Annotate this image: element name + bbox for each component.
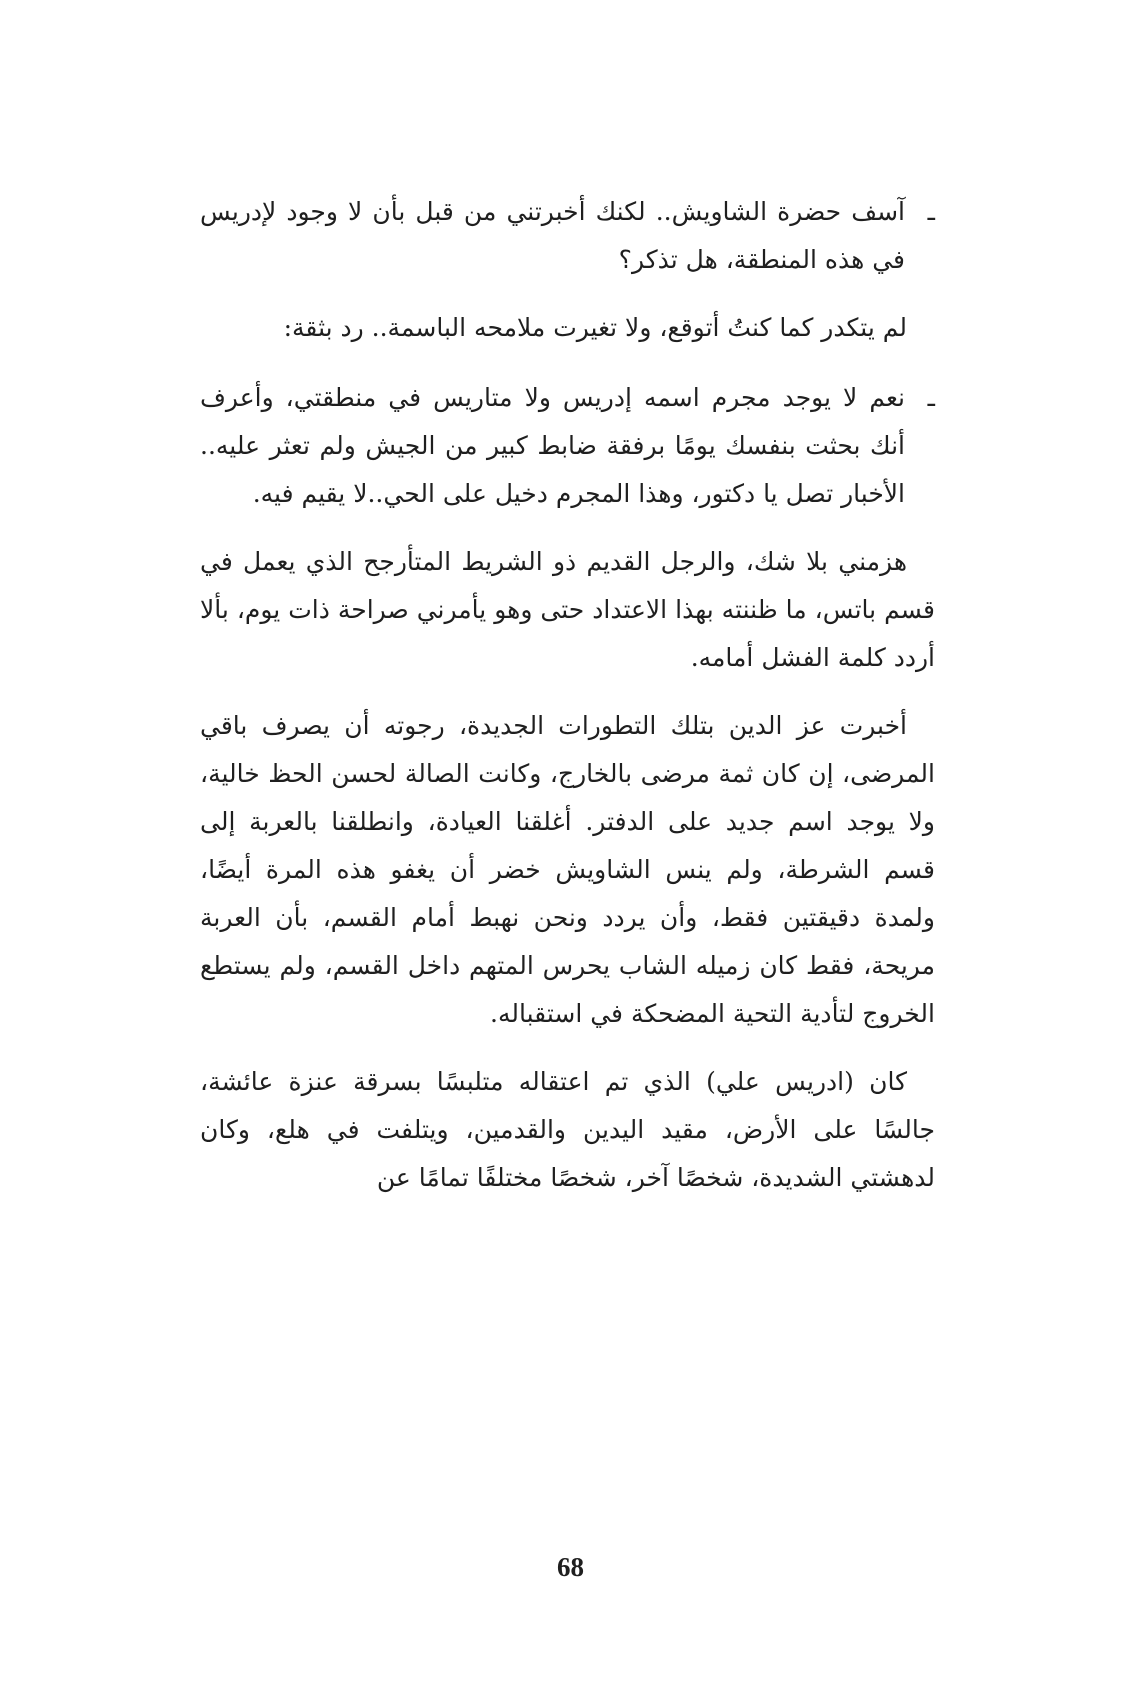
paragraph-text: أخبرت عز الدين بتلك التطورات الجديدة، رجوته أن يصرف باقي المرضى، إن كان ثمة مرضى بالخارج، وكانت الصالة لحسن الحظ خالية، ولا يوجد اسم جديد على الدفتر. أغلقنا العيادة، وانطلقنا بالعربة إلى قسم الشرطة، ولم ينس الشاويش خضر أن يغفو هذه المرة أيضًا، ولمدة دقيقتين فقط، وأن يردد ونحن نهبط أمام القسم، بأن العربة مريحة، فقط كان زميله الشاب يحرس المتهم داخل القسم، ولم يستطع الخروج لتأدية التحية المضحكة في استقباله. (200, 711, 935, 1028)
body-text (200, 188, 935, 1222)
paragraph-text: نعم لا يوجد مجرم اسمه إدريس ولا متاريس في منطقتي، وأعرف أنك بحثت بنفسك يومًا برفقة ضابط كبير من الجيش ولم تعثر عليه.. الأخبار تصل يا دكتور، وهذا المجرم دخيل على الحي..لا يقيم فيه. (200, 383, 905, 508)
paragraph-text: آسف حضرة الشاويش.. لكنك أخبرتني من قبل بأن لا وجود لإدريس في هذه المنطقة، هل تذكر؟ (200, 197, 905, 274)
dialogue-dash: ـ (927, 383, 935, 412)
paragraph-text: كان (ادريس علي) الذي تم اعتقاله متلبسًا بسرقة عنزة عائشة، جالسًا على الأرض، مقيد اليدين والقدمين، ويتلفت في هلع، وكان لدهشتي الشديدة، شخصًا آخر، شخصًا مختلفًا تمامًا عن (200, 1067, 935, 1192)
page-number: 68 (557, 1552, 584, 1582)
paragraph-text: لم يتكدر كما كنتُ أتوقع، ولا تغيرت ملامحه الباسمة.. رد بثقة: (283, 313, 907, 342)
narration-paragraph-2 (200, 538, 935, 682)
narration-paragraph-3 (200, 702, 935, 1038)
dialogue-dash: ـ (927, 197, 935, 226)
narration-paragraph-1 (200, 304, 935, 352)
dialogue-paragraph-2 (200, 374, 935, 518)
paragraph-text: هزمني بلا شك، والرجل القديم ذو الشريط المتأرجح الذي يعمل في قسم باتس، ما ظننته بهذا الاعتداد حتى وهو يأمرني صراحة ذات يوم، بألا أردد كلمة الفشل أمامه. (200, 547, 935, 672)
narration-paragraph-4 (200, 1058, 935, 1202)
dialogue-paragraph-1 (200, 188, 935, 284)
